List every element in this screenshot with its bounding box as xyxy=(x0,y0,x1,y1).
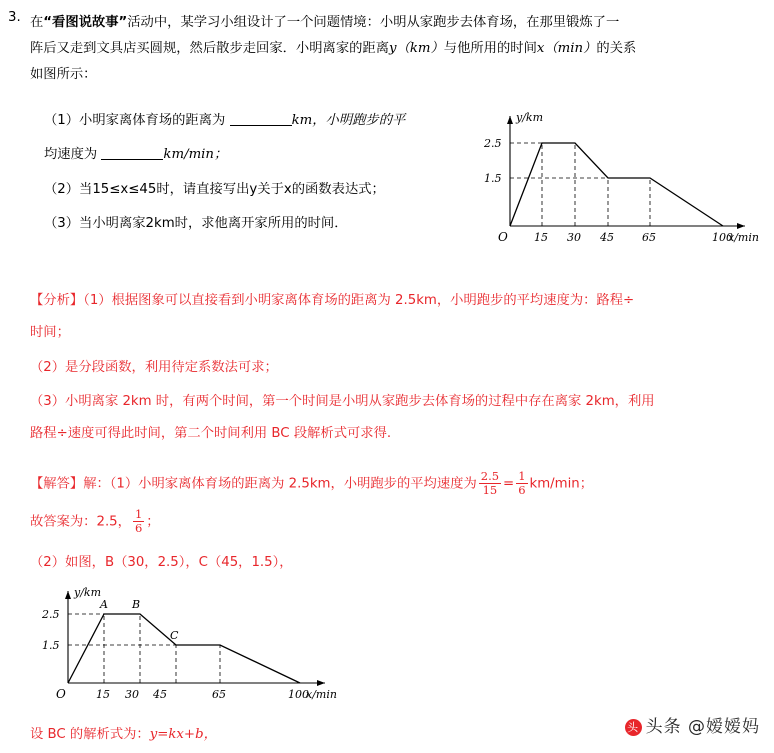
y-axis-label: y/km xyxy=(516,111,544,124)
analysis-p1: （1）根据图象可以直接看到小明家离体育场的距离为 2.5km，小明跑步的平均速度为：路程÷ xyxy=(83,293,635,308)
x-tick-100: 100 xyxy=(288,688,309,701)
question-line1-b: 活动中，某学习小组设计了一个问题情境：小明从家跑步去体育场，在那里锻炼了一 xyxy=(127,15,620,30)
sub1-unit: km，小明跑步的平 xyxy=(291,113,406,128)
x-tick-30: 30 xyxy=(567,231,581,243)
x-tick-100: 100 xyxy=(712,231,733,243)
equals-sign: = xyxy=(503,476,515,492)
fraction-denominator: 6 xyxy=(518,482,526,497)
fraction-denominator: 15 xyxy=(482,482,498,497)
y-tick-25: 2.5 xyxy=(484,137,502,150)
answer-blank-1[interactable] xyxy=(230,112,292,126)
point-label-B: B xyxy=(132,598,141,611)
analysis-line-5: 路程÷速度可得此时间，第二个时间利用 BC 段解析式可求得. xyxy=(30,426,392,441)
x-tick-15: 15 xyxy=(534,231,548,243)
y-axis-arrow xyxy=(65,591,71,599)
solution-line-3: （2）如图，B（30，2.5），C（45，1.5）， xyxy=(30,555,293,570)
fraction-numerator: 2.5 xyxy=(480,469,500,483)
question-line1-a: 在 xyxy=(30,15,44,30)
question-line2-c: 的关系 xyxy=(596,40,637,56)
question-number: 3. xyxy=(8,10,21,25)
question-line3: 如图所示： xyxy=(30,66,97,82)
origin-label: O xyxy=(56,687,66,701)
solution-p4a: 设 BC 的解析式为： xyxy=(30,727,150,742)
question-line2-a: 阵后又走到文具店买圆规，然后散步走回家．小明离家的距离 xyxy=(30,40,390,56)
solution-tag: 【解答】 xyxy=(30,476,84,492)
y-tick-15: 1.5 xyxy=(484,172,502,185)
x-tick-15: 15 xyxy=(96,688,110,701)
fraction-denominator: 6 xyxy=(134,520,143,535)
x-axis-label: x/min xyxy=(728,231,759,243)
x-tick-45: 45 xyxy=(153,688,167,701)
watermark xyxy=(625,712,760,737)
data-polyline xyxy=(68,614,300,683)
point-label-A: A xyxy=(100,598,108,611)
answer-blank-2[interactable] xyxy=(101,146,163,160)
sub1-prefix2: 均速度为 xyxy=(44,147,98,162)
fraction-2p5-over-15 xyxy=(479,470,501,497)
y-axis-label: y/km xyxy=(74,586,102,599)
solution-line-1 xyxy=(30,470,750,498)
point-label-C: C xyxy=(170,629,179,642)
graph-2-svg xyxy=(20,583,350,703)
graph-1-svg xyxy=(470,108,760,243)
sub-question-3: （3）当小明离家2km时，求他离开家所用的时间． xyxy=(44,216,348,231)
x-axis-arrow xyxy=(317,680,325,686)
solution-p2b: ； xyxy=(146,514,160,530)
x-axis-label: x/min xyxy=(306,688,337,701)
question-x-var: x（min） xyxy=(536,40,597,56)
fraction-1-over-6 xyxy=(516,470,527,497)
toutiao-icon: 头 xyxy=(625,719,642,736)
x-axis-arrow xyxy=(737,223,745,229)
analysis-tag: 【分析】 xyxy=(30,293,84,308)
fraction-1-over-6-answer xyxy=(133,508,144,535)
sub-question-1-line2 xyxy=(44,142,227,168)
question-y-var: y（km） xyxy=(389,40,444,56)
analysis-line-3: （2）是分段函数，利用待定系数法可求； xyxy=(30,360,278,375)
analysis-line-2: 时间； xyxy=(30,325,70,340)
x-tick-65: 65 xyxy=(212,688,226,701)
watermark-text: 头条 @嫒嫒妈 xyxy=(645,717,760,737)
x-tick-65: 65 xyxy=(642,231,656,243)
y-tick-25: 2.5 xyxy=(42,608,60,621)
solution-p1b: km/min； xyxy=(529,476,594,492)
question-line2-b: 与他所用的时间 xyxy=(443,40,537,56)
x-tick-30: 30 xyxy=(125,688,139,701)
y-axis-arrow xyxy=(507,116,513,124)
y-tick-15: 1.5 xyxy=(42,639,60,652)
analysis-line-4: （3）小明离家 2km 时，有两个时间，第一个时间是小明从家跑步去体育场的过程中存在离家 2km，利用 xyxy=(30,394,655,409)
origin-label: O xyxy=(498,230,508,243)
fraction-numerator: 1 xyxy=(518,469,526,483)
solution-line-2 xyxy=(30,508,750,536)
graph-figure-2 xyxy=(20,583,350,707)
question-text xyxy=(30,10,765,88)
solution-p1a: 解：（1）小明家离体育场的距离为 2.5km，小明跑步的平均速度为 xyxy=(83,476,477,492)
graph-figure-1 xyxy=(470,108,760,247)
sub-question-2: （2）当15≤x≤45时，请直接写出y关于x的函数表达式； xyxy=(44,182,385,197)
analysis-line-1 xyxy=(30,288,750,315)
question-title: “看图说故事” xyxy=(43,15,128,30)
sub1-prefix: （1）小明家离体育场的距离为 xyxy=(44,113,226,128)
x-tick-45: 45 xyxy=(600,231,614,243)
solution-p2a: 故答案为：2.5， xyxy=(30,514,131,530)
sub1-unit2: km/min； xyxy=(163,147,228,162)
sub-question-1-line1 xyxy=(44,108,405,134)
solution-p4b: y=kx+b， xyxy=(149,727,217,742)
fraction-numerator: 1 xyxy=(134,507,143,521)
